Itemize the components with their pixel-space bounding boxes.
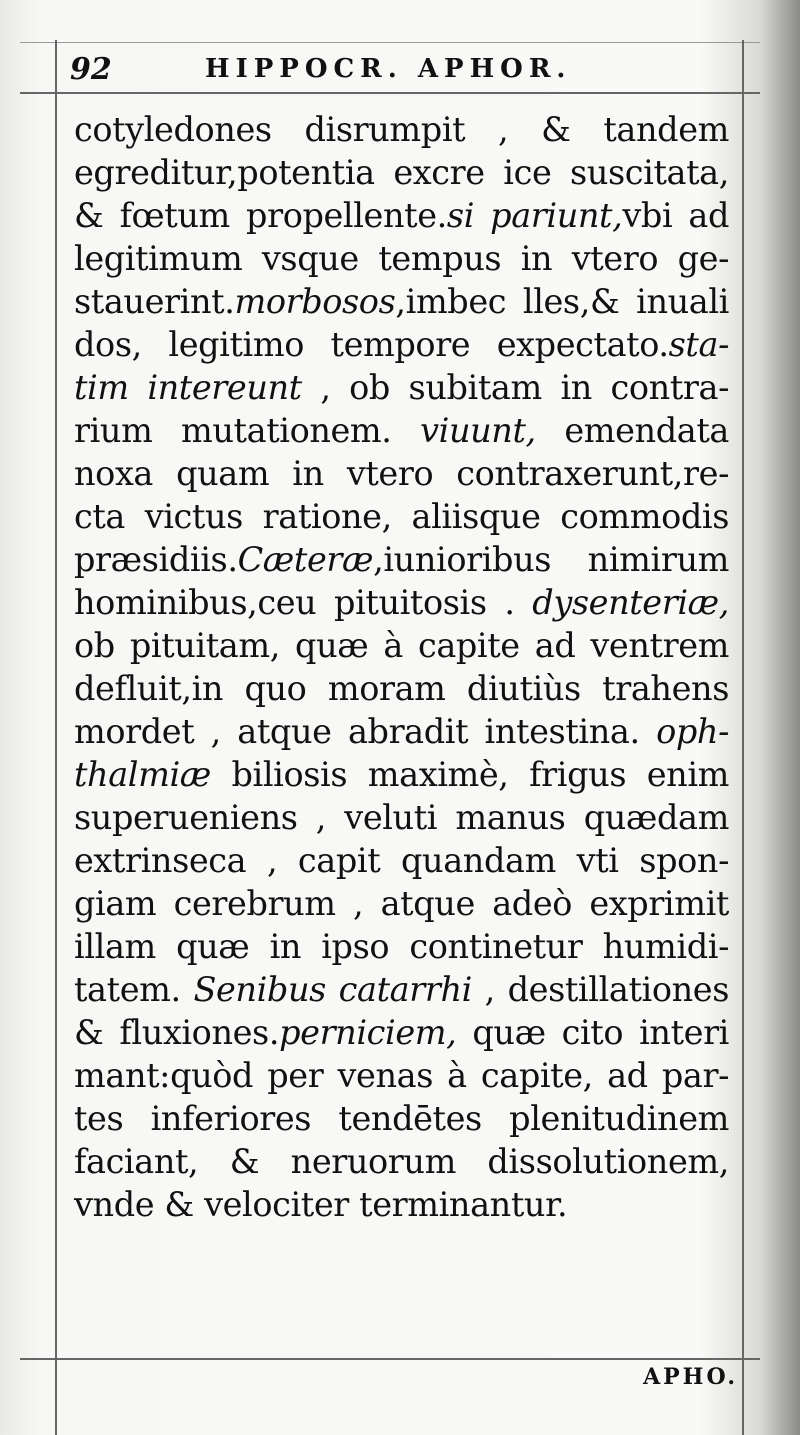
text-segment: ob pituitam, quæ à capite ad ventrem: [74, 626, 729, 665]
text-segment: egreditur,potentia excre ice suscitata,: [74, 153, 729, 192]
text-segment: & fœtum propellente.: [74, 196, 447, 235]
text-line: [74, 1011, 729, 1054]
text-line: [74, 1054, 729, 1097]
text-line: [74, 667, 729, 710]
text-line: [74, 237, 729, 280]
text-segment: præsidiis.: [74, 540, 238, 579]
italic-segment: oph-: [656, 712, 729, 751]
italic-segment: si pariunt,: [446, 196, 623, 235]
text-line: [74, 409, 729, 452]
italic-segment: Cæteræ: [237, 540, 374, 579]
text-line: [74, 839, 729, 882]
text-line: [74, 194, 729, 237]
text-segment: giam cerebrum , atque adeò exprimit: [74, 884, 729, 923]
text-segment: ,iunioribus nimirum: [373, 540, 729, 579]
text-segment: vnde & velociter terminantur.: [74, 1185, 568, 1224]
text-segment: illam quæ in ipso continetur humidi-: [74, 927, 729, 966]
top-edge-rule: [20, 42, 760, 43]
italic-segment: perniciem,: [279, 1013, 457, 1052]
right-margin-rule: [742, 40, 744, 1435]
header-rule: [20, 92, 760, 94]
catchword: APHO.: [643, 1364, 738, 1390]
italic-segment: morbosos: [234, 282, 396, 321]
running-header: [70, 52, 740, 88]
text-segment: extrinseca , capit quandam vti spon-: [74, 841, 729, 880]
text-line: [74, 151, 729, 194]
italic-segment: sta-: [668, 325, 729, 364]
text-segment: dos, legitimo tempore expectato.: [74, 325, 669, 364]
text-segment: cta victus ratione, aliisque commodis: [74, 497, 729, 536]
text-segment: cotyledones disrumpit , & tandem: [74, 110, 729, 149]
running-title: HIPPOCR. APHOR.: [205, 54, 572, 84]
body-text: [74, 108, 729, 1226]
text-line: [74, 624, 729, 667]
text-line: [74, 366, 729, 409]
text-segment: mant:quòd per venas à capite, ad par-: [74, 1056, 729, 1095]
text-line: [74, 1183, 729, 1226]
text-segment: rium mutationem.: [74, 411, 421, 450]
text-line: [74, 1097, 729, 1140]
text-segment: quæ cito interi: [456, 1013, 730, 1052]
footer-rule: [20, 1358, 760, 1360]
italic-segment: dysenteriæ,: [532, 583, 729, 622]
text-line: [74, 882, 729, 925]
text-segment: tes inferiores tendētes plenitudinem: [74, 1099, 729, 1138]
text-segment: stauerint.: [74, 282, 235, 321]
text-line: [74, 323, 729, 366]
text-line: [74, 280, 729, 323]
text-segment: hominibus,ceu pituitosis .: [74, 583, 533, 622]
text-segment: biliosis maximè, frigus enim: [210, 755, 729, 794]
italic-segment: Senibus catarrhi: [193, 970, 472, 1009]
text-segment: tatem.: [74, 970, 194, 1009]
left-margin-rule: [55, 40, 57, 1435]
text-segment: emendata: [535, 411, 729, 450]
italic-segment: tim intereunt: [74, 368, 302, 407]
text-line: [74, 753, 729, 796]
text-line: [74, 495, 729, 538]
text-line: [74, 968, 729, 1011]
page-number: 92: [70, 52, 112, 87]
text-line: [74, 796, 729, 839]
text-segment: & fluxiones.: [74, 1013, 280, 1052]
text-segment: , ob subitam in contra-: [301, 368, 729, 407]
text-segment: legitimum vsque tempus in vtero ge-: [74, 239, 729, 278]
text-segment: vbi ad: [622, 196, 730, 235]
text-line: [74, 452, 729, 495]
text-line: [74, 108, 729, 151]
text-line: [74, 710, 729, 753]
text-line: [74, 1140, 729, 1183]
text-segment: faciant, & neruorum dissolutionem,: [74, 1142, 729, 1181]
italic-segment: viuunt,: [420, 411, 536, 450]
text-line: [74, 581, 729, 624]
text-segment: mordet , atque abradit intestina.: [74, 712, 657, 751]
text-line: [74, 925, 729, 968]
text-segment: noxa quam in vtero contraxerunt,re-: [74, 454, 729, 493]
text-line: [74, 538, 729, 581]
text-segment: ,imbec lles,& inuali: [395, 282, 729, 321]
text-segment: , destillationes: [471, 970, 729, 1009]
italic-segment: thalmiæ: [74, 755, 211, 794]
text-segment: superueniens , veluti manus quædam: [74, 798, 729, 837]
text-segment: defluit,in quo moram diutiùs trahens: [74, 669, 729, 708]
